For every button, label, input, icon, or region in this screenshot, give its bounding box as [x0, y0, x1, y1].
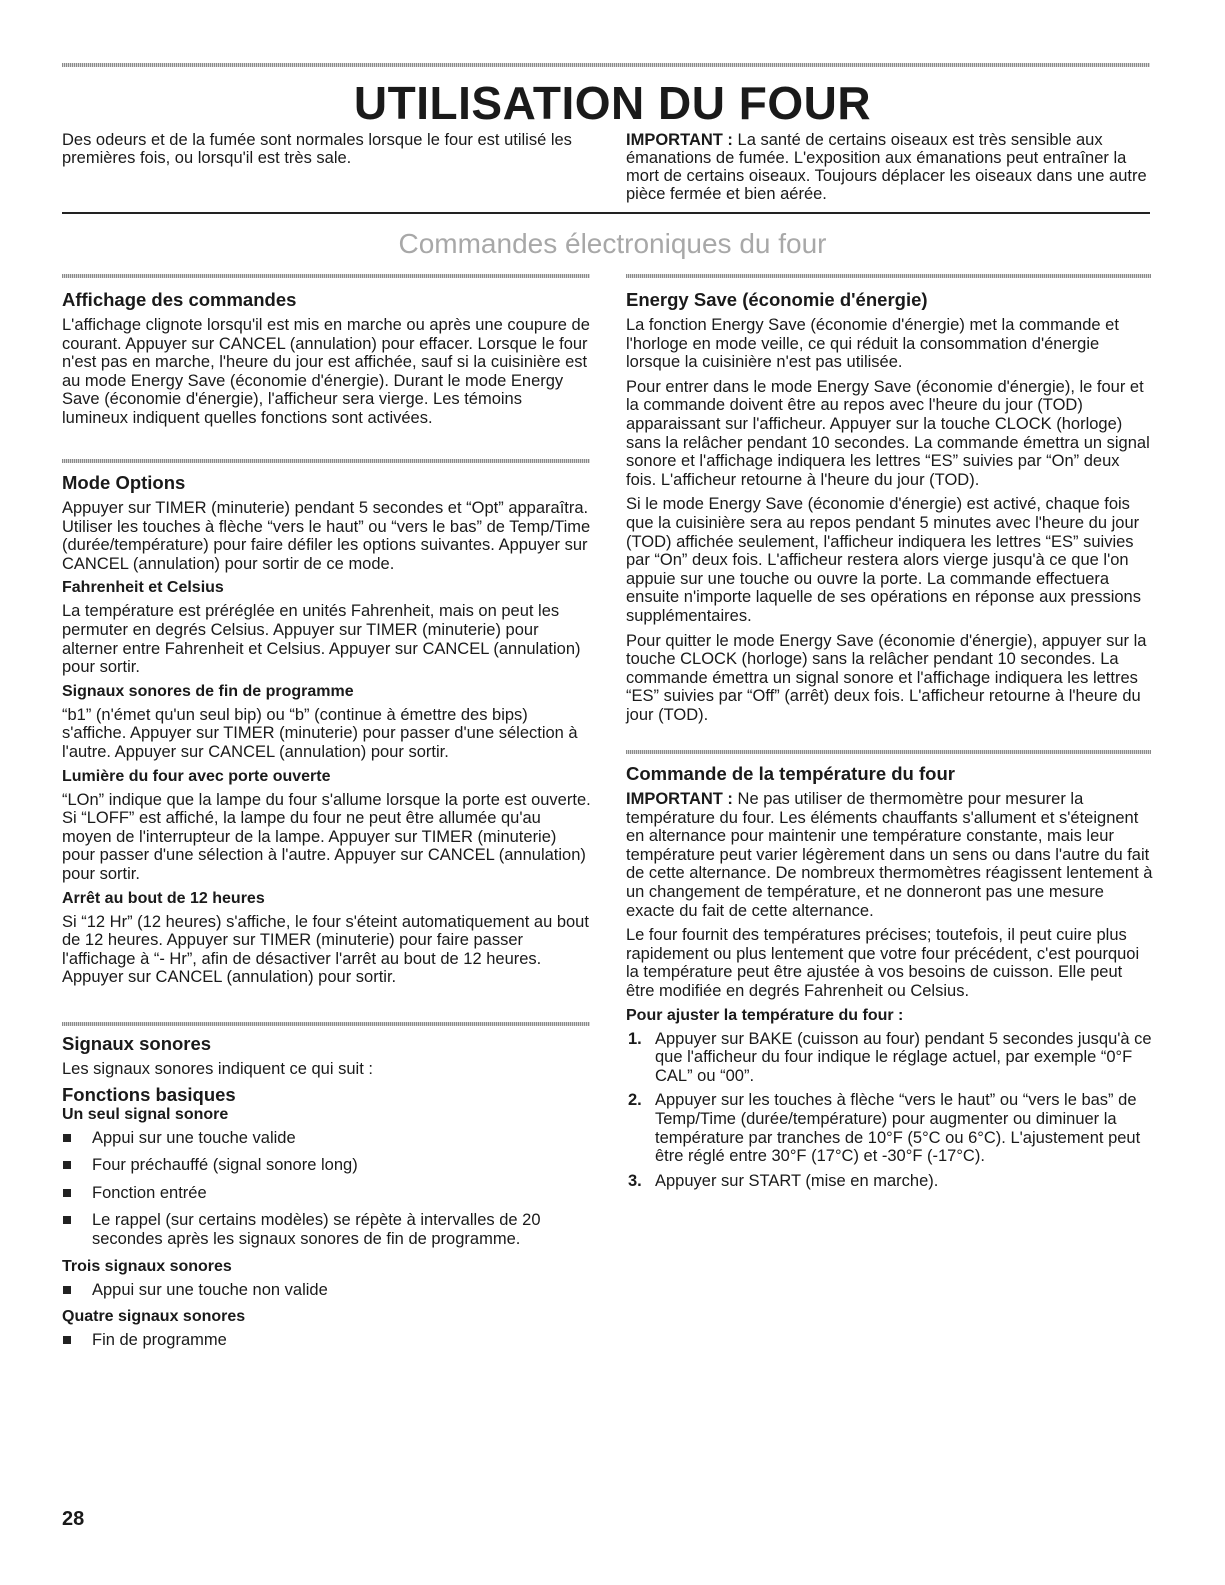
signaux-title: Signaux sonores	[62, 1033, 212, 1054]
ajuster-steps	[626, 1030, 1154, 1191]
fonctions-title: Fonctions basiques	[62, 1083, 236, 1105]
energy-save-section	[626, 290, 1154, 730]
intro-divider	[62, 212, 1150, 214]
important-label: IMPORTANT :	[626, 131, 733, 149]
page-number: 28	[62, 1508, 85, 1530]
affichage-text: L'affichage clignote lorsqu'il est mis en marche ou après une coupure de courant. Appuyer sur CANCEL (annulation) pour effacer. Lorsque le four n'est pas en marche, l'heure du jour est affichée, sauf si la cuisinière est au mode Energy Save (économie d'énergie). Durant le mode Energy Save (économie d'énergie), l'afficheur sera vierge. Les témoins lumineux indiquent quelles fonctions sont activées.	[62, 316, 590, 427]
arret-text: Si “12 Hr” (12 heures) s'affiche, le four s'éteint automatiquement au bout de 12 heures. Appuyer sur TIMER (minuterie) pour faire passer l'affichage à “- Hr”, afin de désactiver l'arrêt au bout de 12 heures. Appuyer sur CANCEL (annulation) pour sortir.	[62, 912, 589, 987]
step-number: 2.	[628, 1091, 642, 1110]
signaux-fin-text: “b1” (n'émet qu'un seul bip) ou “b” (continue à émettre des bips) s'affiche. Appuyer sur TIMER (minuterie) pour passer d'une sélection à l'autre. Appuyer sur CANCEL (annulation) pour sortir.	[62, 705, 578, 761]
temperature-p1	[626, 790, 1154, 920]
list-item: Fonction entrée	[62, 1184, 592, 1203]
energy-save-p1: La fonction Energy Save (économie d'énergie) met la commande et l'horloge en mode veille, ce qui réduit la consommation d'énergie lorsque la cuisinière n'est pas utilisée.	[626, 316, 1119, 372]
list-item: Appui sur une touche valide	[62, 1129, 592, 1148]
signaux-section	[62, 1034, 592, 1359]
arret-title: Arrêt au bout de 12 heures	[62, 889, 265, 907]
right-column-top-rule	[626, 274, 1151, 278]
un-signal-title: Un seul signal sonore	[62, 1105, 229, 1123]
intro-right-text: La santé de certains oiseaux est très sensible aux émanations de fumée. L'exposition aux émanations peut entraîner la mort de certains oiseaux. Toujours déplacer les oiseaux dans une autre pièce fermée et bien aérée.	[626, 131, 1147, 203]
left-column-top-rule	[62, 274, 590, 278]
un-signal-list	[62, 1129, 592, 1249]
important-label: IMPORTANT :	[626, 790, 733, 808]
ajuster-title: Pour ajuster la température du four :	[626, 1006, 904, 1024]
step-text: Appuyer sur BAKE (cuisson au four) pendant 5 secondes jusqu'à ce que l'afficheur du four indique le réglage actuel, par exemple “0°F CAL” ou “00”.	[655, 1029, 1152, 1085]
trois-signaux-list	[62, 1281, 592, 1300]
signaux-intro: Les signaux sonores indiquent ce qui suit :	[62, 1060, 373, 1078]
signaux-rule	[62, 1022, 590, 1026]
step-number: 1.	[628, 1029, 642, 1048]
energy-save-p3: Si le mode Energy Save (économie d'énergie) est activé, chaque fois que la cuisinière sera au repos pendant 5 minutes avec l'heure du jour (TOD) affichée seulement, l'afficheur indiquera les lettres “ES” suivies par “On” deux fois. L'afficheur restera alors vierge jusqu'à ce que l'on appuie sur une touche ou ouvre la porte. La commande effectuera ensuite n'importe laquelle de ses opérations en réponse aux pressions supplémentaires.	[626, 495, 1141, 625]
temperature-p1-text: Ne pas utiliser de thermomètre pour mesurer la température du four. Les éléments chauffants s'allument et s'éteignent en alternance pour maintenir une température constante, mais leur température peut varier légèrement dans un sens ou dans l'autre du fait de cette alternance. De nombreux thermomètres réagissent lentement à un changement de température, et ne donneront pas une mesure exacte du fait de cette alternance.	[626, 790, 1153, 920]
energy-save-title: Energy Save (économie d'énergie)	[626, 289, 928, 310]
affichage-title: Affichage des commandes	[62, 289, 297, 310]
top-dotted-rule	[62, 63, 1150, 67]
list-item: Le rappel (sur certains modèles) se répète à intervalles de 20 secondes après les signaux sonores de fin de programme.	[62, 1211, 592, 1248]
mode-options-title: Mode Options	[62, 472, 186, 493]
quatre-signaux-title: Quatre signaux sonores	[62, 1308, 246, 1326]
signaux-fin-title: Signaux sonores de fin de programme	[62, 682, 354, 700]
step-item	[626, 1030, 1154, 1086]
section-title: Commandes électroniques du four	[398, 228, 827, 259]
step-number: 3.	[628, 1171, 642, 1190]
temperature-p2: Le four fournit des températures précises; toutefois, il peut cuire plus rapidement ou plus lentement que votre four précédent, c'est pourquoi la température peut être ajustée à vos besoins de cuisson. Elle peut être modifiée en degrés Fahrenheit ou Celsius.	[626, 926, 1140, 1000]
temperature-section	[626, 764, 1154, 1196]
step-item	[626, 1172, 1154, 1191]
mode-options-rule	[62, 459, 590, 463]
step-text: Appuyer sur START (mise en marche).	[655, 1171, 939, 1190]
list-item: Fin de programme	[62, 1331, 592, 1350]
temperature-title: Commande de la température du four	[626, 763, 955, 784]
energy-save-p2: Pour entrer dans le mode Energy Save (économie d'énergie), le four et la commande doivent être au repos avec l'heure du jour (TOD) apparaissant sur l'afficheur. Appuyer sur la touche CLOCK (horloge) sans la relâcher pendant 10 secondes. La commande émettra un signal sonore et l'affichage indiquera les lettres “ES” suivies par “On” deux fois. L'afficheur retourne à l'heure du jour (TOD).	[626, 377, 1150, 489]
trois-signaux-title: Trois signaux sonores	[62, 1257, 232, 1275]
lumiere-title: Lumière du four avec porte ouverte	[62, 767, 331, 785]
quatre-signaux-list	[62, 1331, 592, 1350]
lumiere-text: “LOn” indique que la lampe du four s'allume lorsque la porte est ouverte. Si “LOFF” est affiché, la lampe du four ne peut être allumée qu'au moyen de l'interrupteur de la lampe. Appuyer sur TIMER (minuterie) pour passer d'une sélection à l'autre. Appuyer sur CANCEL (annulation) pour sortir.	[62, 790, 591, 883]
intro-right	[626, 131, 1151, 203]
temperature-rule	[626, 750, 1151, 754]
energy-save-p4: Pour quitter le mode Energy Save (économie d'énergie), appuyer sur la touche CLOCK (horloge) sans la relâcher pendant 10 secondes. La commande émettra un signal sonore et l'affichage indiquera les lettres “ES” suivies par “Off” (arrêt) deux fois. L'afficheur retourne à l'heure du jour (TOD).	[626, 631, 1147, 724]
step-item	[626, 1091, 1154, 1165]
affichage-section	[62, 290, 592, 434]
fahrenheit-text: La température est préréglée en unités Fahrenheit, mais on peut les permuter en degrés Celsius. Appuyer sur TIMER (minuterie) pour alterner entre Fahrenheit et Celsius. Appuyer sur CANCEL (annulation) pour sortir.	[62, 602, 581, 677]
intro-left: Des odeurs et de la fumée sont normales lorsque le four est utilisé les premières fois, ou lorsqu'il est très sale.	[62, 131, 572, 167]
list-item: Appui sur une touche non valide	[62, 1281, 592, 1300]
list-item: Four préchauffé (signal sonore long)	[62, 1156, 592, 1175]
fahrenheit-title: Fahrenheit et Celsius	[62, 579, 224, 597]
mode-options-text: Appuyer sur TIMER (minuterie) pendant 5 secondes et “Opt” apparaîtra. Utiliser les touches à flèche “vers le haut” ou “vers le bas” de Temp/Time (durée/température) pour faire défiler les options suivantes. Appuyer sur CANCEL (annulation) pour sortir de ce mode.	[62, 499, 591, 573]
page-title: UTILISATION DU FOUR	[353, 77, 872, 129]
step-text: Appuyer sur les touches à flèche “vers le haut” ou “vers le bas” de Temp/Time (durée/température) pour augmenter ou diminuer la température par tranches de 10°F (5°C ou 6°C). L'ajustement peut être réglé entre 30°F (17°C) et -30°F (-17°C).	[655, 1091, 1141, 1166]
mode-options-section	[62, 473, 592, 993]
